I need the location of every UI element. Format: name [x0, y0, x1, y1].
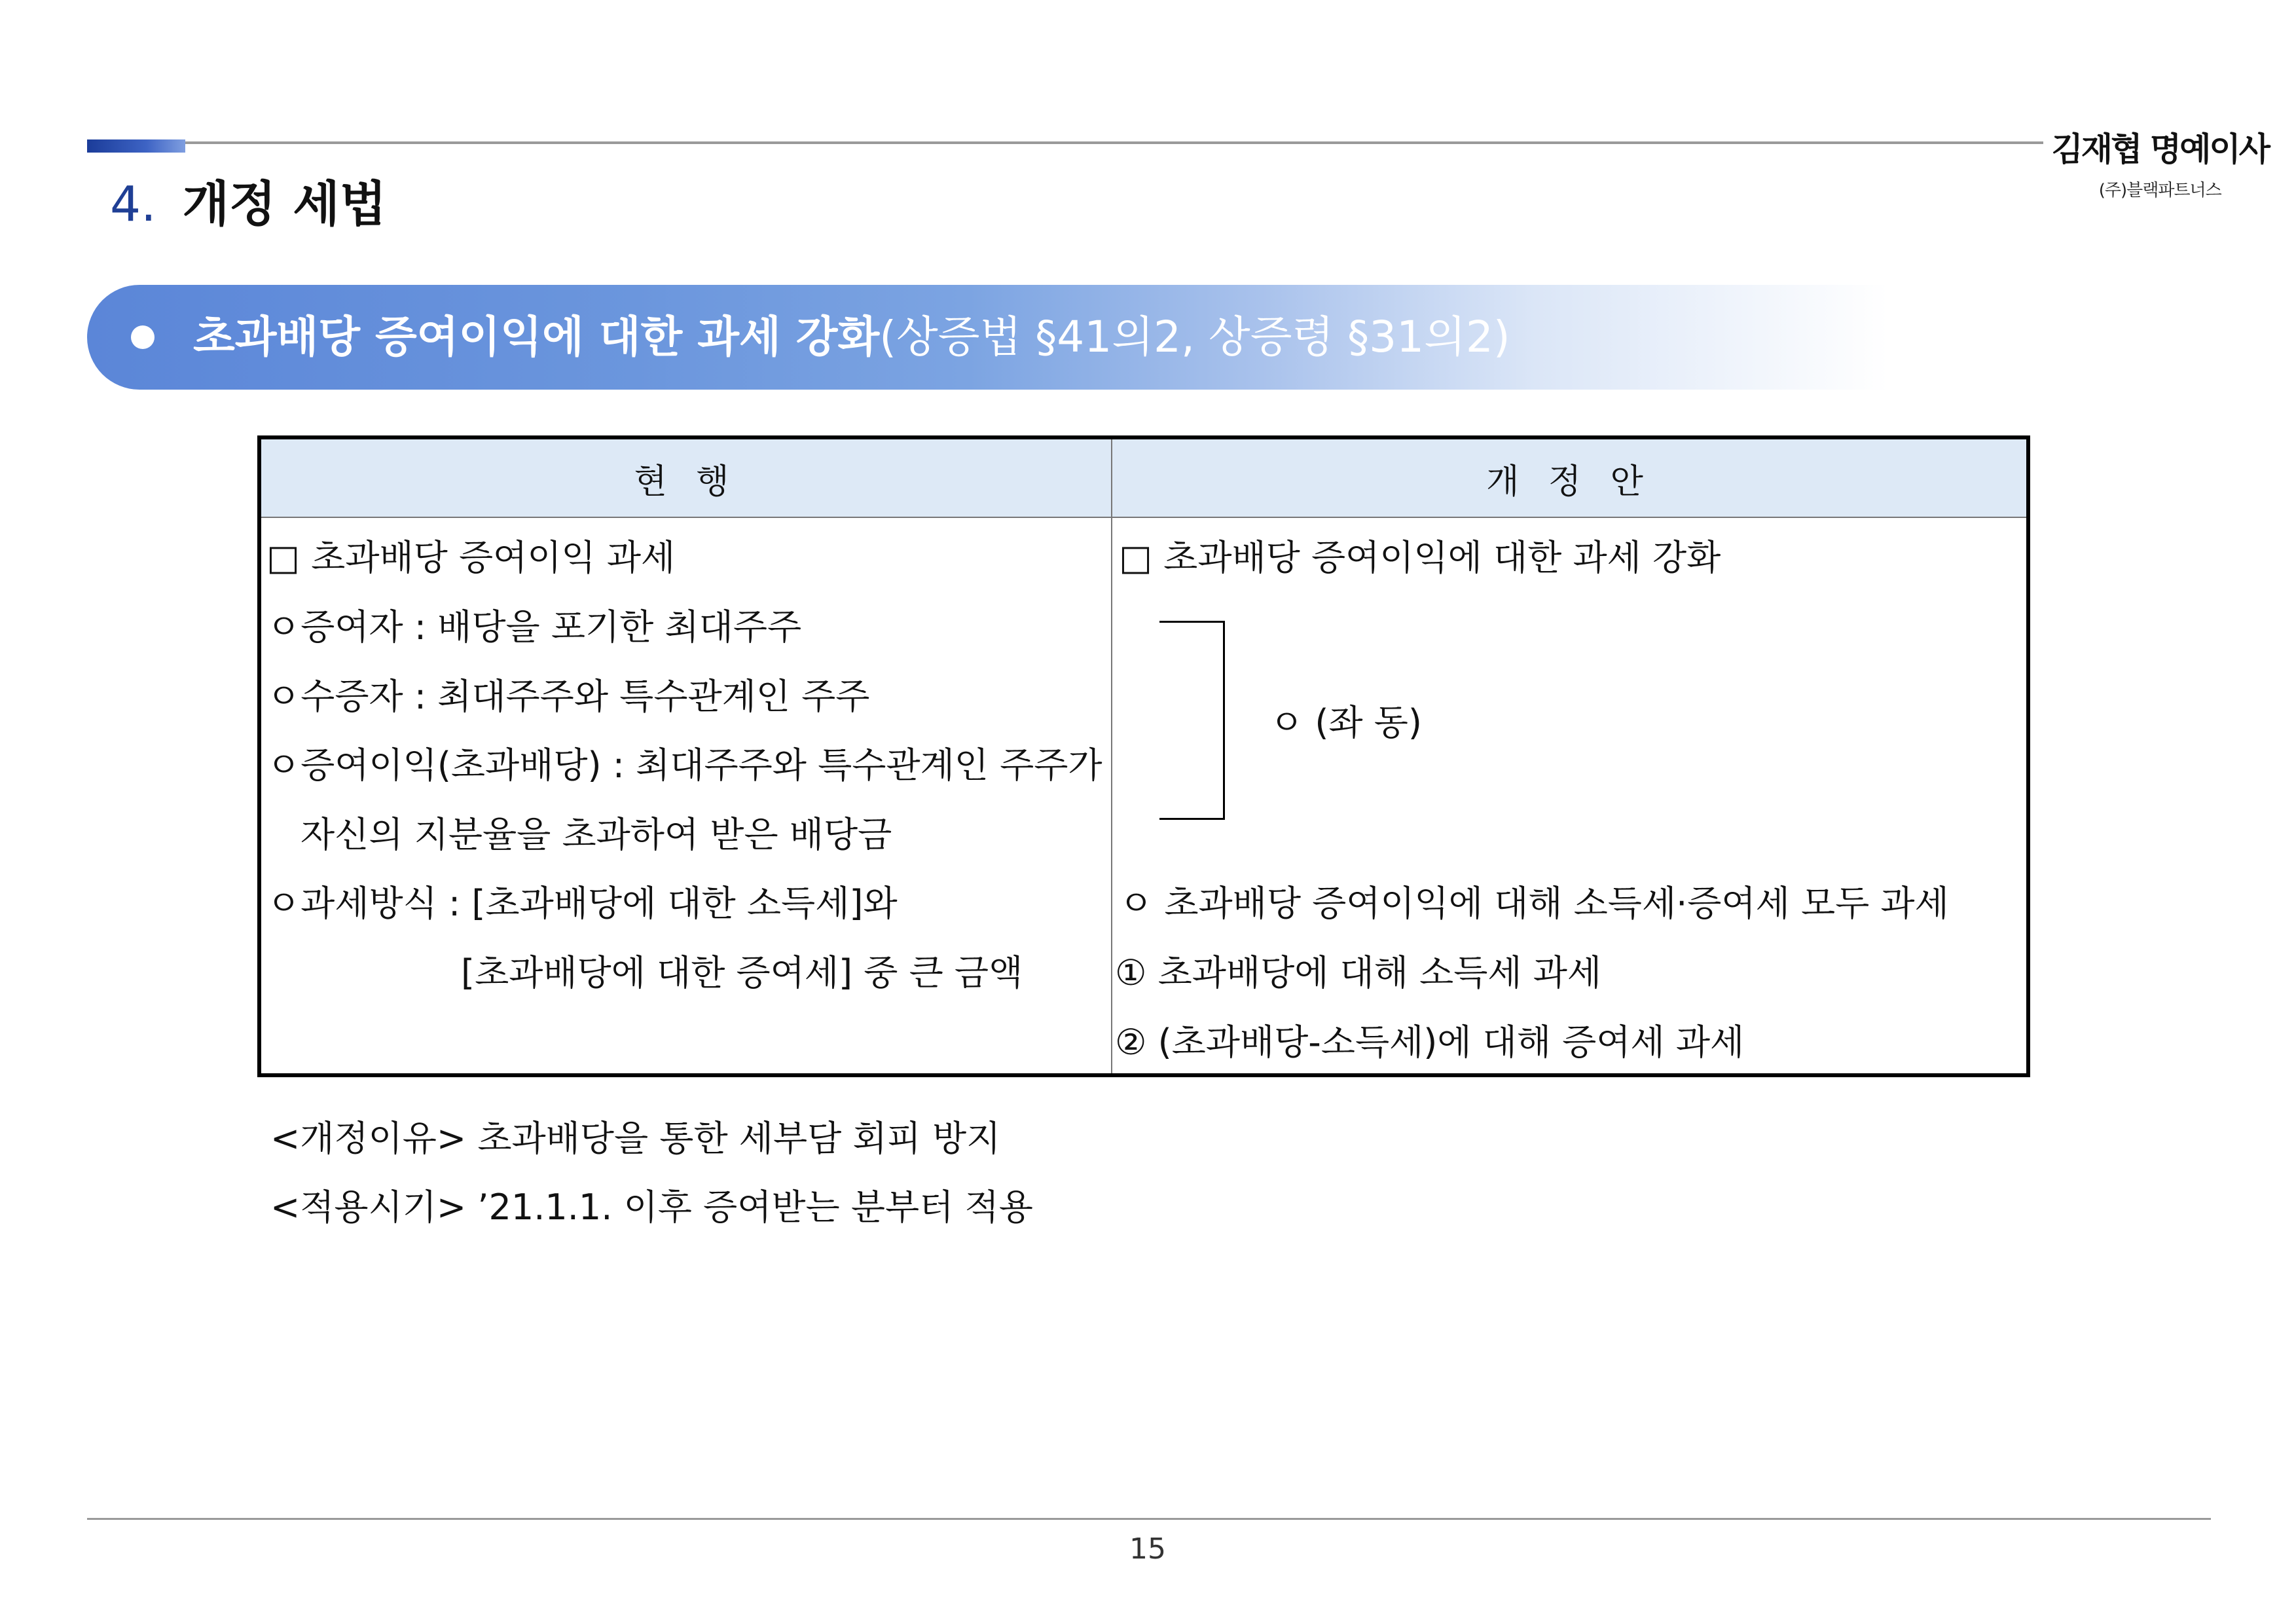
bracket-shape	[1159, 621, 1225, 820]
current-line-4: ㅇ증여이익(초과배당) : 최대주주와 특수관계인 주주가	[266, 745, 1102, 786]
header-proposed: 개 정 안	[1112, 439, 2026, 518]
cell-proposed	[1112, 518, 2026, 1073]
page-title	[110, 172, 386, 237]
note-reason: <개정이유> 초과배당을 통한 세부담 회피 방지	[270, 1118, 1001, 1159]
page-number: 15	[1129, 1532, 1166, 1566]
current-line-7: [초과배당에 대한 증여세] 중 큰 금액	[461, 952, 1023, 993]
section-title: 개정 세법	[182, 176, 387, 232]
proposed-item-1: ① 초과배당에 대해 소득세 과세	[1115, 952, 1602, 993]
brand-company: (주)블랙파트너스	[2098, 181, 2221, 200]
bullet-dot-icon	[131, 325, 155, 349]
header-rule	[87, 141, 2043, 144]
note-effective-date: <적용시기> ’21.1.1. 이후 증여받는 분부터 적용	[270, 1187, 1033, 1228]
header-rule-accent	[87, 139, 185, 153]
current-line-6: ㅇ과세방식 : [초과배당에 대한 소득세]와	[266, 883, 898, 924]
comparison-table	[257, 435, 2030, 1077]
footer-rule	[87, 1518, 2211, 1520]
current-line-2: ㅇ증여자 : 배당을 포기한 최대주주	[266, 606, 802, 648]
proposed-heading: □ 초과배당 증여이익에 대한 과세 강화	[1119, 537, 1721, 578]
section-number: 4.	[110, 176, 156, 232]
proposed-same-as-current: ㅇ (좌 동)	[1269, 702, 1422, 743]
proposed-tax-method: ㅇ 초과배당 증여이익에 대해 소득세·증여세 모두 과세	[1119, 883, 1949, 924]
cell-current	[261, 518, 1112, 1073]
current-line-1: □ 초과배당 증여이익 과세	[266, 537, 676, 578]
banner-title-strong: 초과배당 증여이익에 대한 과세 강화	[193, 312, 880, 362]
banner-title-reference: (상증법 §41의2, 상증령 §31의2)	[879, 312, 1510, 362]
brand-name: 김재협 명예이사	[2051, 130, 2269, 168]
proposed-item-2: ② (초과배당-소득세)에 대해 증여세 과세	[1115, 1022, 1745, 1063]
current-line-5: 자신의 지분율을 초과하여 받은 배당금	[301, 814, 892, 855]
brand-logo	[2051, 130, 2269, 201]
header-current: 현 행	[261, 439, 1112, 518]
current-line-3: ㅇ수증자 : 최대주주와 특수관계인 주주	[266, 676, 870, 717]
banner-title	[193, 308, 1510, 367]
